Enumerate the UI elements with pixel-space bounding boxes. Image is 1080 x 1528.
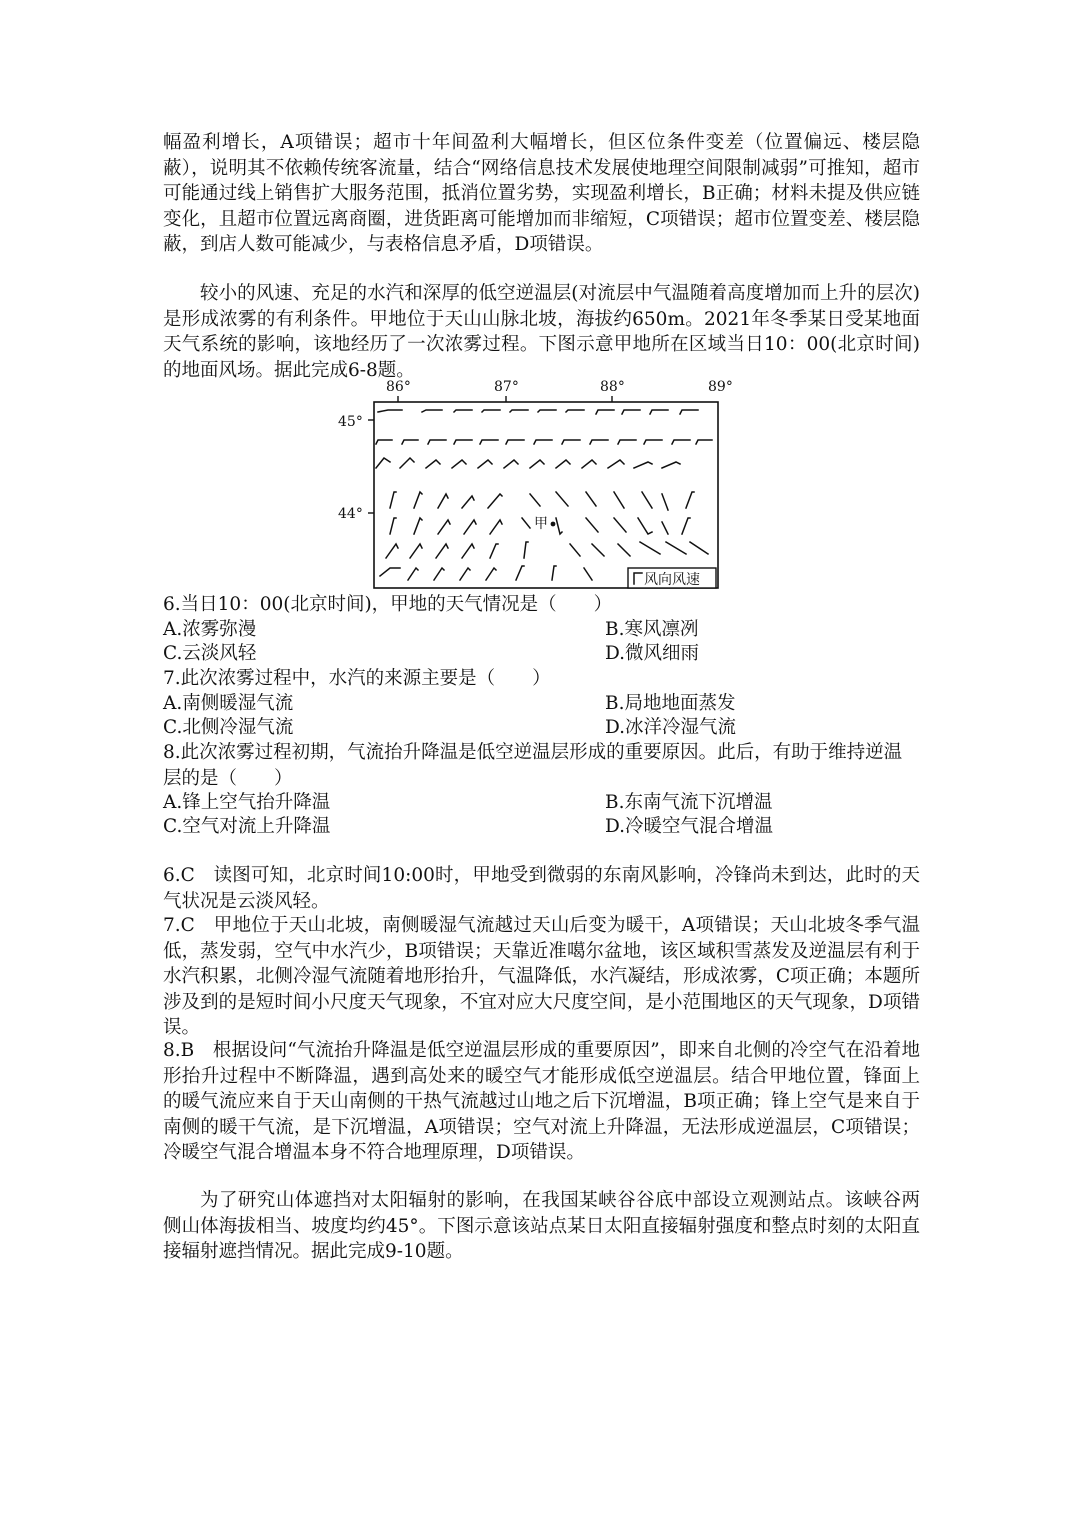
wind-barb bbox=[490, 544, 498, 558]
wind-field-svg bbox=[330, 372, 733, 594]
q7-option-c: C.北侧冷湿气流 bbox=[163, 717, 294, 738]
wind-barb bbox=[586, 518, 598, 532]
q6-option-d: D.微风细雨 bbox=[605, 643, 700, 664]
wind-barb bbox=[462, 496, 474, 508]
q7-option-d: D.冰洋冷湿气流 bbox=[605, 717, 737, 738]
wind-barb bbox=[650, 410, 668, 414]
wind-barb bbox=[488, 494, 502, 508]
wind-barb bbox=[614, 518, 626, 532]
paragraph-next-question-intro: 为了研究山体遮挡对太阳辐射的影响，在我国某峡谷谷底中部设立观测站点。该峡谷两侧山体海拔相当、坡度均约45°。下图示意该站点某日太阳直接辐射强度和整点时刻的太阳直接辐射遮挡情况。据此完成9-10题。 bbox=[163, 1190, 920, 1263]
wind-barb bbox=[582, 460, 596, 468]
wind-barb bbox=[552, 566, 556, 580]
wind-barb bbox=[454, 410, 472, 412]
lon-label-87: 87° bbox=[494, 379, 519, 395]
wind-barb bbox=[410, 544, 422, 558]
wind-barb bbox=[618, 544, 630, 556]
q8-option-d: D.冷暖空气混合增温 bbox=[605, 816, 774, 837]
lon-label-89: 89° bbox=[708, 379, 733, 395]
lat-label-45: 45° bbox=[338, 414, 363, 430]
q8-option-a: A.锋上空气抬升降温 bbox=[163, 792, 331, 813]
wind-barb bbox=[422, 410, 442, 412]
wind-barb bbox=[400, 458, 414, 468]
wind-barb bbox=[662, 494, 668, 510]
wind-barb bbox=[376, 458, 390, 468]
wind-barb bbox=[402, 440, 418, 444]
question-7-options-row1 bbox=[163, 691, 920, 716]
wind-barb bbox=[414, 518, 422, 534]
wind-barb bbox=[454, 440, 472, 444]
wind-barb bbox=[478, 460, 492, 468]
q6-option-c: C.云淡风轻 bbox=[163, 643, 257, 664]
wind-barb bbox=[428, 440, 446, 444]
wind-barb bbox=[596, 410, 614, 414]
wind-barb bbox=[482, 410, 500, 412]
wind-barb bbox=[686, 492, 694, 508]
wind-barb bbox=[460, 568, 470, 580]
q7-option-a: A.南侧暖湿气流 bbox=[163, 693, 294, 714]
wind-barb bbox=[490, 520, 502, 534]
wind-barb bbox=[680, 410, 698, 414]
wind-barb bbox=[672, 440, 690, 444]
wind-barb bbox=[524, 542, 528, 558]
wind-barb bbox=[486, 568, 496, 580]
wind-barb bbox=[534, 440, 552, 444]
wind-barbs bbox=[376, 410, 712, 580]
question-7-options-row2 bbox=[163, 715, 920, 740]
question-8-stem: 8.此次浓雾过程初期，气流抬升降温是低空逆温层形成的重要原因。此后，有助于维持逆温层的是（ ） bbox=[163, 742, 903, 789]
wind-field-map bbox=[330, 372, 733, 594]
wind-barb bbox=[644, 440, 662, 444]
wind-barb bbox=[608, 460, 624, 468]
wind-barb bbox=[386, 544, 398, 558]
wind-barb bbox=[516, 566, 524, 580]
wind-barb bbox=[662, 462, 680, 468]
wind-barb bbox=[696, 440, 712, 444]
question-6-stem: 6.当日10：00(北京时间)，甲地的天气情况是（ ） bbox=[163, 594, 613, 615]
question-8-options-row1 bbox=[163, 790, 920, 815]
wind-barb bbox=[414, 492, 422, 508]
wind-barb bbox=[438, 520, 450, 534]
q8-option-b: B.东南气流下沉增温 bbox=[605, 792, 773, 813]
wind-barb bbox=[584, 568, 592, 580]
wind-barb bbox=[408, 568, 418, 580]
wind-barb bbox=[614, 492, 624, 508]
question-7-stem: 7.此次浓雾过程中，水汽的来源主要是（ ） bbox=[163, 668, 551, 689]
wind-barb bbox=[556, 518, 562, 534]
lat-label-44: 44° bbox=[338, 506, 363, 522]
wind-barb bbox=[570, 544, 580, 556]
wind-barb bbox=[666, 542, 686, 554]
wind-barb bbox=[556, 492, 568, 506]
wind-barb bbox=[562, 440, 580, 444]
q8-option-c: C.空气对流上升降温 bbox=[163, 816, 331, 837]
wind-barb bbox=[566, 410, 584, 412]
wind-barb bbox=[390, 518, 396, 534]
wind-barb bbox=[690, 542, 708, 554]
answer-8: 8.B 根据设问“气流抬升降温是低空逆温层形成的重要原因”，即来自北侧的冷空气在沿着地形抬升过程中不断降温，遇到高处来的暖空气才能形成低空逆温层。结合甲地位置，锋面上的暖气流应来自于天山南侧的干热气流越过山地之后下沉增温，B项正确；锋上空气是来自于南侧的暖干气流，是下沉增温，A项错误；空气对流上升降温，无法形成逆温层，C项错误；冷暖空气混合增温本身不符合地理原理，D项错误。 bbox=[163, 1040, 920, 1164]
lon-label-88: 88° bbox=[600, 379, 625, 395]
wind-barb bbox=[452, 460, 466, 468]
wind-barb bbox=[376, 440, 392, 444]
wind-barb bbox=[682, 518, 690, 534]
wind-barb bbox=[642, 492, 652, 508]
question-8-options-row2 bbox=[163, 814, 920, 839]
wind-barb bbox=[662, 522, 668, 534]
wind-barb bbox=[530, 494, 540, 506]
wind-barb bbox=[530, 460, 544, 468]
paragraph-answer-continued: 幅盈利增长，A项错误；超市十年间盈利大幅增长，但区位条件变差（位置偏远、楼层隐蔽），说明其不依赖传统客流量，结合“网络信息技术发展使地理空间限制减弱”可推知，超市可能通过线上销售扩大服务范围，抵消位置劣势，实现盈利增长，B正确；材料未提及供应链变化，且超市位置远离商圈，进货距离可能增加而非缩短，C项错误；超市位置变差、楼层隐蔽，到店人数可能减少，与表格信息矛盾，D项错误。 bbox=[163, 132, 920, 256]
wind-barb bbox=[426, 460, 440, 468]
wind-barb bbox=[434, 568, 444, 580]
wind-barb bbox=[390, 492, 396, 508]
wind-barb bbox=[380, 568, 400, 576]
lon-label-86: 86° bbox=[386, 379, 411, 395]
wind-barb bbox=[640, 542, 660, 554]
answer-7: 7.C 甲地位于天山北坡，南侧暖湿气流越过天山后变为暖干，A项错误；天山北坡冬季气温低，蒸发弱，空气中水汽少，B项错误；天靠近准噶尔盆地，该区域积雪蒸发及逆温层有利于水汽积累，北侧冷湿气流随着地形抬升，气温降低，水汽凝结，形成浓雾，C项正确；本题所涉及到的是短时间小尺度天气现象，不宜对应大尺度空间，是小范围地区的天气现象，D项错误。 bbox=[163, 915, 920, 1039]
q7-option-b: B.局地地面蒸发 bbox=[605, 693, 736, 714]
location-label-jia: 甲 bbox=[534, 516, 548, 532]
wind-barb bbox=[378, 410, 402, 412]
location-dot-jia bbox=[551, 522, 556, 527]
wind-barb bbox=[618, 440, 636, 444]
wind-barb bbox=[462, 544, 474, 558]
wind-barb bbox=[586, 492, 596, 506]
paragraph-question-intro: 较小的风速、充足的水汽和深厚的低空逆温层(对流层中气温随着高度增加而上升的层次)是形成浓雾的有利条件。甲地位于天山山脉北坡，海拔约650m。2021年冬季某日受某地面天气系统的影响，该地经历了一次浓雾过程。下图示意甲地所在区域当日10：00(北京时间)的地面风场。据此完成6-8题。 bbox=[163, 283, 920, 381]
q6-option-a: A.浓雾弥漫 bbox=[163, 619, 257, 640]
wind-barb bbox=[506, 440, 524, 444]
wind-barb bbox=[510, 410, 528, 412]
wind-barb bbox=[634, 462, 652, 468]
wind-barb bbox=[538, 410, 556, 412]
wind-barb bbox=[522, 518, 530, 528]
question-6-options-row1 bbox=[163, 617, 920, 642]
answer-6: 6.C 读图可知，北京时间10:00时，甲地受到微弱的东南风影响，冷锋尚未到达，此时的天气状况是云淡风轻。 bbox=[163, 865, 920, 912]
wind-barb bbox=[556, 460, 570, 468]
q6-option-b: B.寒风凛冽 bbox=[605, 619, 699, 640]
question-6-options-row2 bbox=[163, 641, 920, 666]
wind-barb bbox=[436, 544, 448, 558]
wind-barb bbox=[638, 518, 652, 534]
wind-barb bbox=[438, 494, 448, 508]
wind-barb bbox=[592, 544, 604, 556]
wind-barb bbox=[590, 440, 608, 444]
map-frame bbox=[374, 402, 718, 588]
wind-barb bbox=[622, 410, 640, 414]
wind-barb bbox=[464, 520, 476, 534]
legend-label: 风向风速 bbox=[644, 572, 700, 588]
wind-barb bbox=[480, 440, 498, 444]
wind-barb bbox=[504, 460, 518, 468]
